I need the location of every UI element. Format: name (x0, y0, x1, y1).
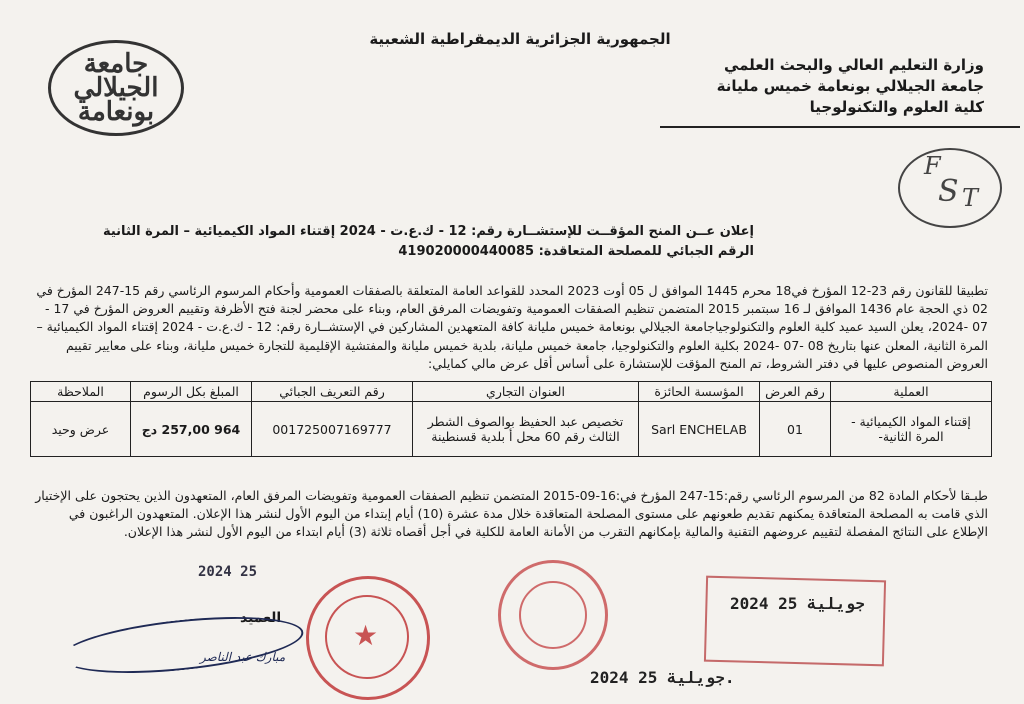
tax-id-line: الرقم الجبائي للمصلحة المتعاقدة: 419020000440085 (398, 244, 754, 259)
fst-letter-f: F (924, 152, 941, 180)
footer-paragraph: طبـقا لأحكام المادة 82 من المرسوم الرئاسي رقم:15-247 المؤرخ في:16-09-2015 المتضمن تنظيم الصفقات العمومية وتفويضات المرفق العام، المتعهدون الذين يحتجون على الإختيار الذي قامت به المصلحة المتعاقدة يمكنهم تقديم طعونهم على مستوى المصلحة المتعاقدة خلال مدة عشرة (10) أيام إبتداء من اليوم الأول لنشر هذا الإعلان. المتعهدون الراغبون في الإطلاع على النتائج المفصلة لتقييم عروضهم التقنية والمالية بإمكانهم التقرب من الأمانة العامة للكلية في أجل أقصاه ثلاثة (3) أيام ابتداء من اليوم الأول لنشر هذا الإعلان. (35, 488, 988, 540)
header-underline (660, 126, 1020, 128)
university-logo (48, 40, 184, 136)
notice-title-block (54, 222, 754, 262)
fst-letter-s: S (938, 174, 959, 209)
cell-amount: 964 257,00 دج (131, 402, 252, 457)
cell-address: تخصيص عبد الحفيظ بوالصوف الشطر الثالث رقم 60 محل أ بلدية قسنطينة (413, 402, 639, 457)
cell-tax-id: 001725007169777 (252, 402, 413, 457)
ministry-line: وزارة التعليم العالي والبحث العلمي (723, 56, 984, 74)
date-stamp-right: 2024 جويلية 25 (730, 594, 865, 613)
table-header-row (31, 382, 992, 402)
date-stamp-left: 2024 25 (198, 564, 258, 580)
republic-heading: الجمهورية الجزائرية الديمقراطية الشعبية (369, 30, 671, 48)
university-line: جامعة الجيلالي بونعامة خميس مليانة (716, 77, 984, 95)
header-address: العنوان التجاري (413, 382, 639, 402)
signature-name: مبارك عبد الناصر (200, 650, 286, 664)
cell-note: عرض وحيد (31, 402, 131, 457)
header-offer-number: رقم العرض (760, 382, 831, 402)
header-tax-id: رقم التعريف الجبائي (252, 382, 413, 402)
commerce-seal-icon (498, 560, 608, 670)
university-logo-text: جامعة الجيلالي بونعامة (73, 49, 159, 127)
header-amount: المبلغ بكل الرسوم (131, 382, 252, 402)
fst-letter-t: T (962, 184, 979, 212)
header-operation: العملية (831, 382, 992, 402)
date-stamp-bottom: 2024 جويلية 25. (590, 668, 735, 687)
results-table (30, 381, 992, 457)
cell-offer-number: 01 (760, 402, 831, 457)
institution-header (624, 55, 984, 118)
university-seal-icon: ★ (306, 576, 430, 700)
signature-stroke-icon (58, 607, 306, 682)
notice-title: إعلان عــن المنح المؤقــت للإستشــارة رقم: 12 - ك.ع.ت - 2024 إقتناء المواد الكيميائية – المرة الثانية (102, 224, 754, 239)
body-paragraph: تطبيقا للقانون رقم 23-12 المؤرخ في18 محرم 1445 الموافق ل 05 أوت 2023 المحدد للقواعد العامة المتعلقة بالصفقات العمومية وأحكام المرسوم الرئاسي رقم 15-247 المؤرخ في 02 ذي الحجة عام 1436 الموافق لـ 16 سبتمبر 2015 المتضمن تنظيم الصفقات العمومية وتفويضات المرفق العام، وبناء على محضر لجنة فتح الأظرفة وتقييم العروض المؤرخ في 17 - 07 -2024، يعلن السيد عميد كلية العلوم والتكنولوجياجامعة الجيلالي بونعامة خميس مليانة كافة المتعهدين المشاركين في الإستشــارة رقم: 12 - ك.ع.ت - 2024 إقتناء المواد الكيميائية – المرة الثانية، المعلن عنها بتاريخ 08 -07 -2024 بكلية العلوم والتكنولوجيا، جامعة خميس مليانة، بلدية خميس مليانة والمفتشية الإقليمية للتجارة خميس مليانة، وبناء على معايير تقييم العروض المنصوص عليها في دفتر الشروط، تم المنح المؤقت للإستشارة على أساس أقل عرض مالي كمايلي: (36, 283, 988, 371)
header-company: المؤسسة الحائزة (639, 382, 760, 402)
reception-stamp-frame (704, 576, 886, 667)
header-note: الملاحظة (31, 382, 131, 402)
signatory-title: العميد (240, 610, 282, 626)
cell-company: Sarl ENCHELAB (639, 402, 760, 457)
cell-operation: إقتناء المواد الكيميائية - المرة الثانية- (831, 402, 992, 457)
faculty-fst-logo (898, 148, 1002, 228)
table-row (31, 402, 992, 457)
faculty-line: كلية العلوم والتكنولوجيا (809, 98, 984, 116)
